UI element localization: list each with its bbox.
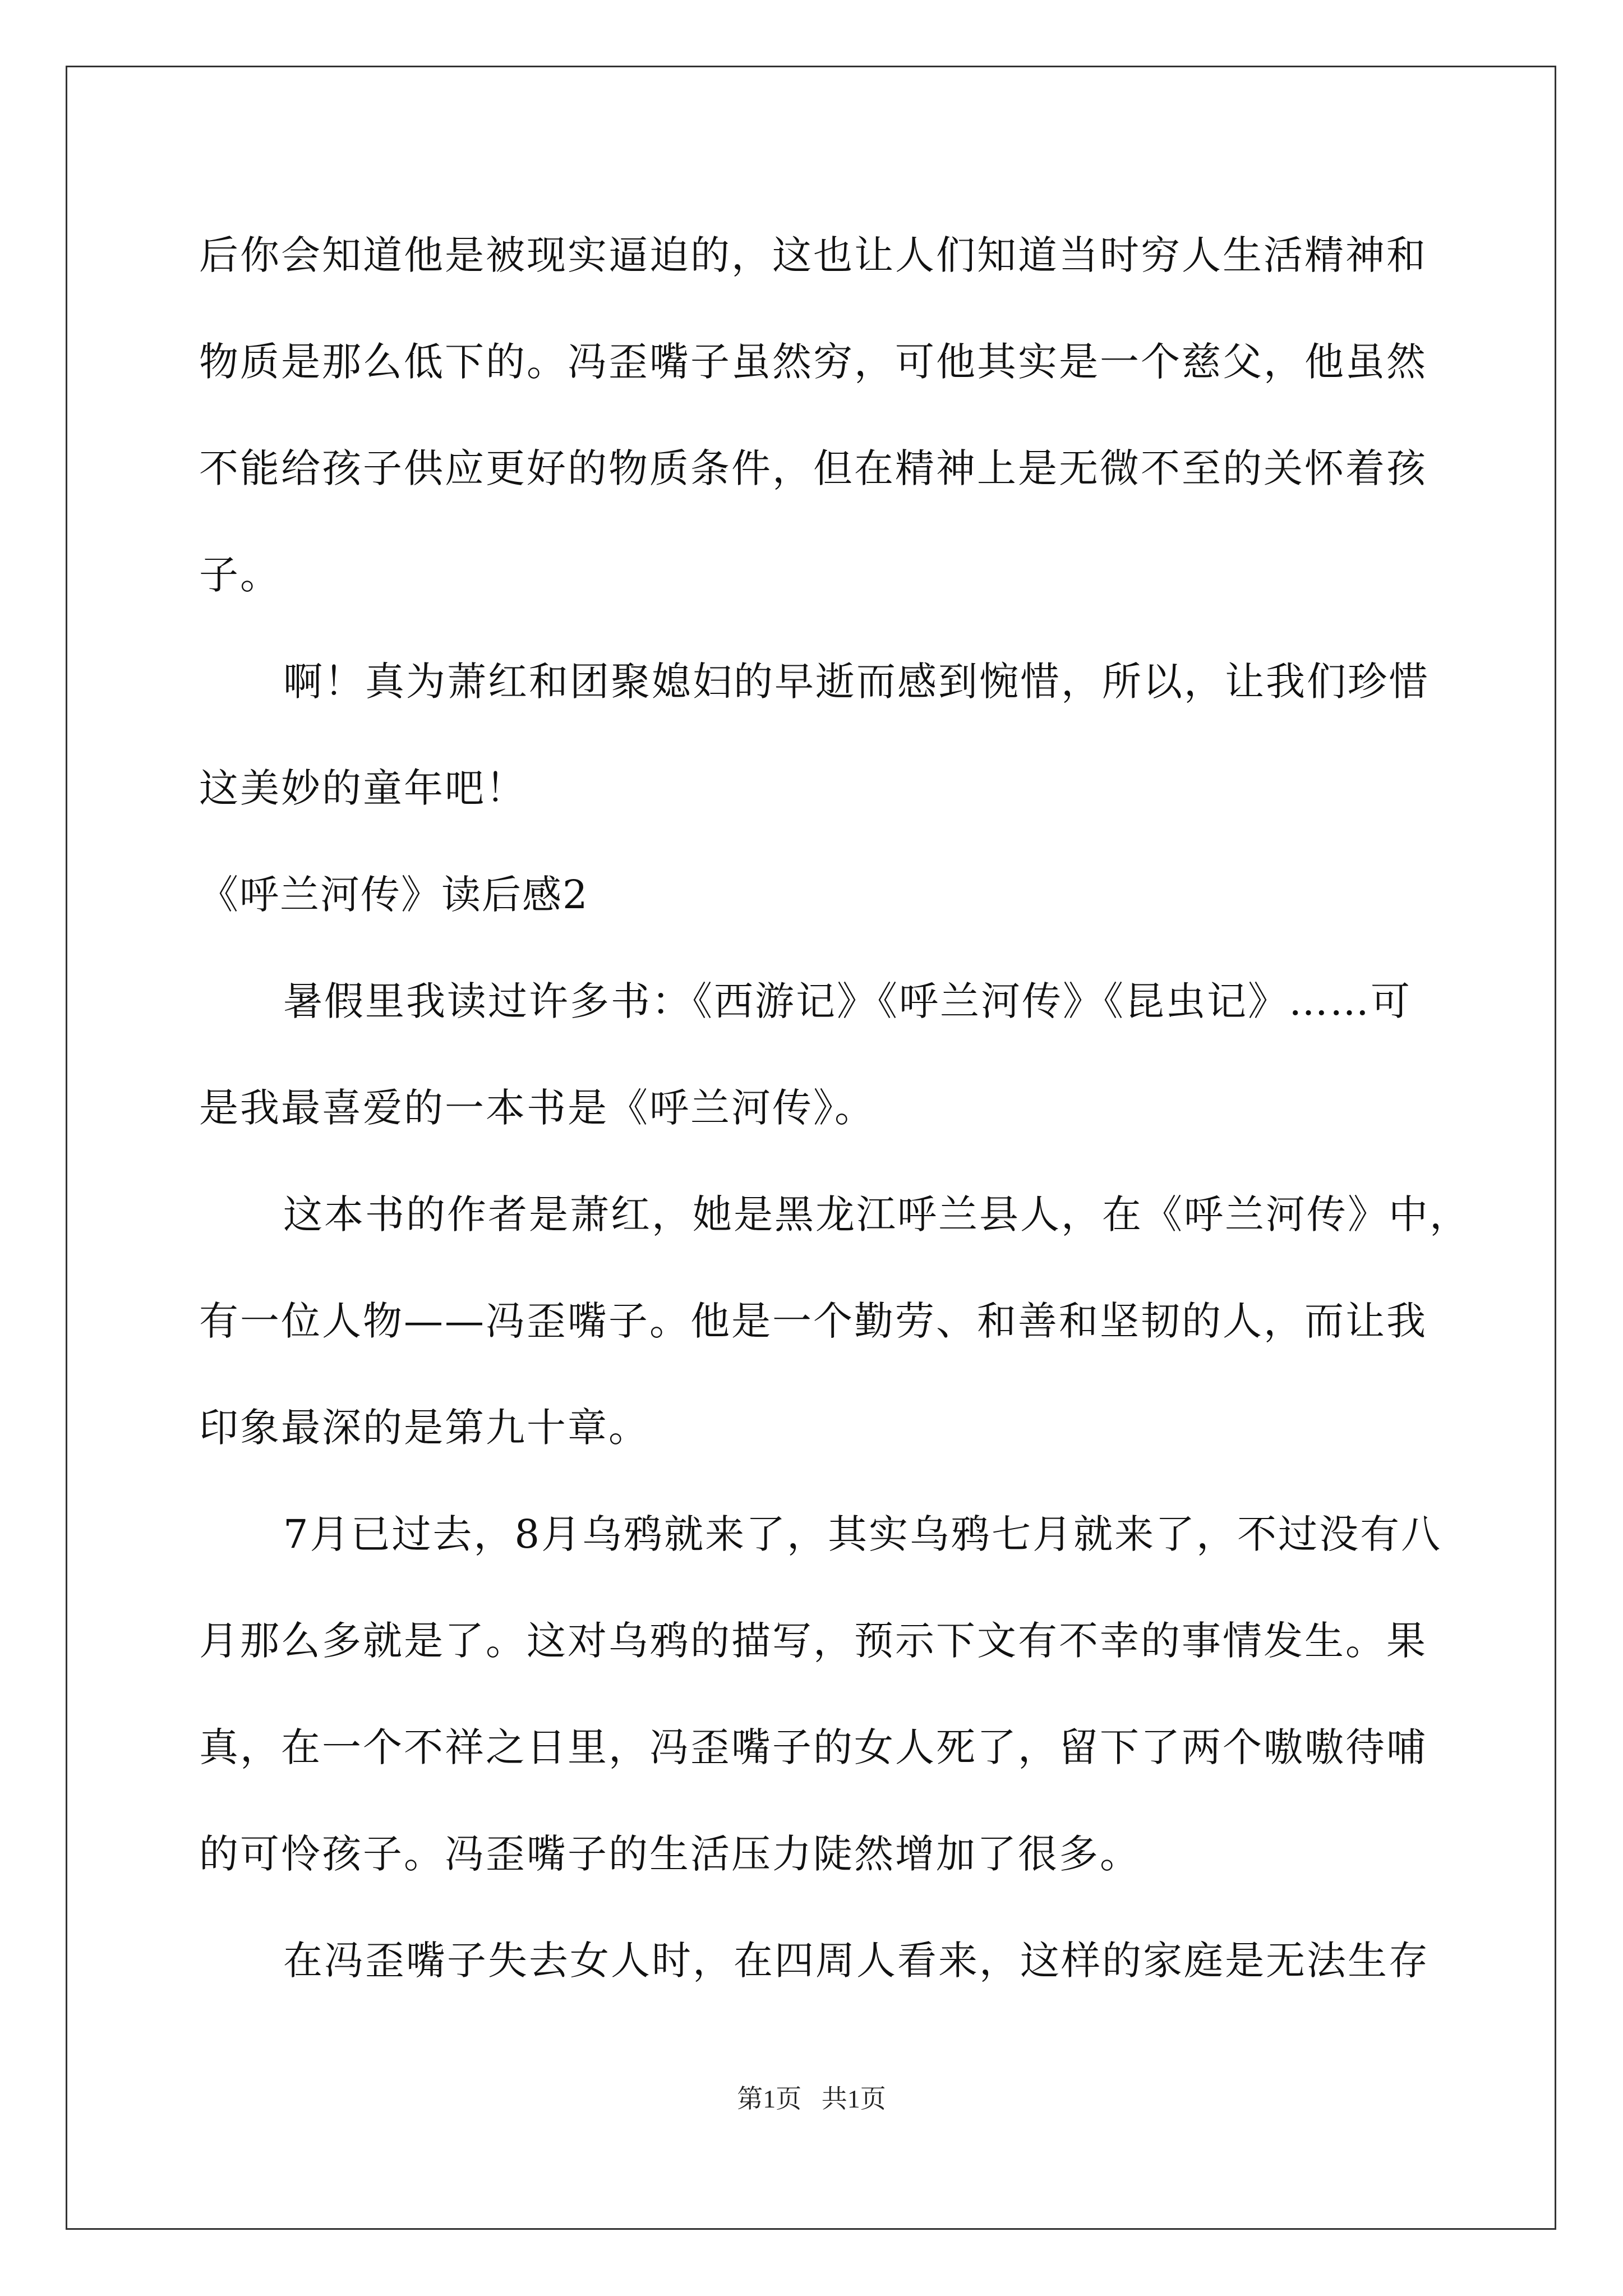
text-line: 印象最深的是第九十章。	[199, 1405, 649, 1451]
text-line: 的可怜孩子。冯歪嘴子的生活压力陡然增加了很多。	[199, 1831, 1141, 1877]
page-footer	[0, 2078, 1623, 2115]
text-line: 在冯歪嘴子失去女人时，在四周人看来，这样的家庭是无法生存	[283, 1938, 1430, 1984]
text-line: 这美妙的童年吧！	[199, 765, 527, 811]
text-line: 暑假里我读过许多书：《西游记》《呼兰河传》《昆虫记》……可	[283, 978, 1412, 1024]
text-line: 是我最喜爱的一本书是《呼兰河传》。	[199, 1085, 875, 1131]
text-line: 有一位人物——冯歪嘴子。他是一个勤劳、和善和坚韧的人，而让我	[199, 1298, 1427, 1344]
page-total: 共1页	[821, 2085, 886, 2113]
text-line: 不能给孩子供应更好的物质条件，但在精神上是无微不至的关怀着孩	[199, 445, 1427, 491]
text-line: 7月已过去，8月乌鸦就来了，其实乌鸦七月就来了，不过没有八	[283, 1511, 1442, 1557]
text-line: 后你会知道他是被现实逼迫的，这也让人们知道当时穷人生活精神和	[199, 232, 1427, 278]
text-line: 物质是那么低下的。冯歪嘴子虽然穷，可他其实是一个慈父，他虽然	[199, 339, 1427, 385]
text-line: 啊！真为萧红和团聚媳妇的早逝而感到惋惜，所以，让我们珍惜	[283, 659, 1430, 705]
text-line: 月那么多就是了。这对乌鸦的描写，预示下文有不幸的事情发生。果	[199, 1618, 1427, 1664]
text-line: 真，在一个不祥之日里，冯歪嘴子的女人死了，留下了两个嗷嗷待哺	[199, 1724, 1427, 1770]
page-number: 第1页	[737, 2085, 802, 2113]
text-line: 这本书的作者是萧红，她是黑龙江呼兰县人，在《呼兰河传》中，	[283, 1191, 1470, 1237]
text-line: 子。	[199, 552, 281, 598]
section-heading: 《呼兰河传》读后感2	[199, 872, 589, 918]
document-body	[199, 202, 1470, 2014]
